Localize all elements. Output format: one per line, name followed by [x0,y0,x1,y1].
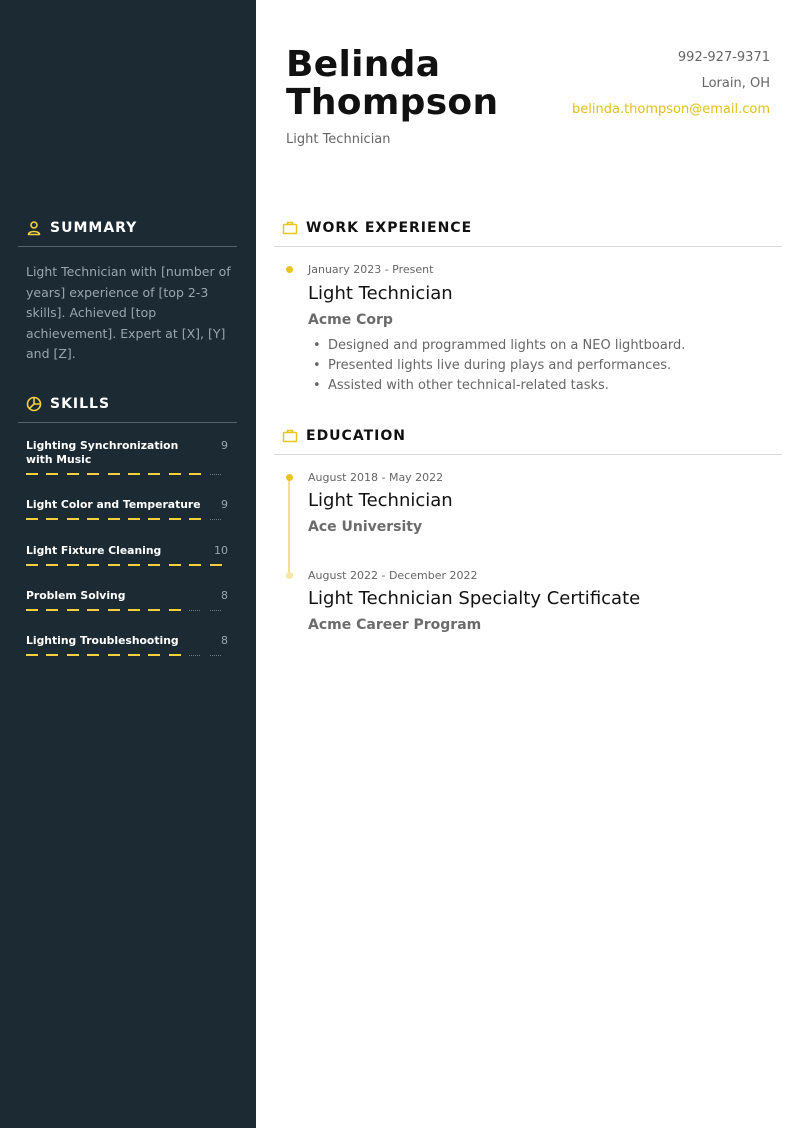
skill-level-filled-segment [67,473,79,475]
phone: 992-927-9371 [677,50,770,65]
skill-level-filled-segment [169,654,181,656]
briefcase-icon [282,220,298,236]
skill-level-filled-segment [26,609,38,611]
skill-level-filled-segment [169,564,181,566]
location: Lorain, OH [701,76,770,91]
skill-level-filled-segment [148,654,160,656]
skill-score: 8 [221,634,228,647]
skill-level-filled-segment [67,654,79,656]
education-degree: Light Technician [308,490,453,511]
skill-level-filled-segment [189,518,201,520]
summary-heading [26,220,137,236]
skill-level-bar [26,654,230,657]
skill-level-filled-segment [87,609,99,611]
skill-level-filled-segment [108,564,120,566]
skill-level-filled-segment [169,473,181,475]
skill-level-empty-segment [210,474,222,475]
skill-score: 8 [221,589,228,602]
main-content [256,0,800,1128]
skill-name: Light Fixture Cleaning [26,544,162,557]
skill-level-empty-segment [210,655,222,656]
first-name: Belinda [286,44,441,85]
skill-level-filled-segment [210,564,222,566]
skill-level-bar [26,609,230,612]
skill-item [26,498,230,521]
education-title: EDUCATION [306,428,406,444]
skill-level-filled-segment [128,609,140,611]
skill-level-filled-segment [26,564,38,566]
education-school: Ace University [308,519,423,535]
skill-level-filled-segment [148,473,160,475]
skill-level-filled-segment [148,518,160,520]
skill-level-filled-segment [87,654,99,656]
skill-level-filled-segment [67,609,79,611]
work-heading [282,220,472,236]
skill-level-filled-segment [148,609,160,611]
skill-level-filled-segment [128,564,140,566]
skill-level-empty-segment [189,655,201,656]
skill-level-filled-segment [87,473,99,475]
skill-level-filled-segment [26,473,38,475]
briefcase-icon [282,428,298,444]
skill-level-empty-segment [210,519,222,520]
skill-level-filled-segment [189,473,201,475]
skill-level-filled-segment [46,609,58,611]
skill-level-filled-segment [128,473,140,475]
skill-level-filled-segment [128,654,140,656]
email-link[interactable]: belinda.thompson@email.com [572,102,770,117]
timeline-dot [286,572,293,579]
skill-item [26,589,230,612]
skill-item [26,439,230,476]
skill-item [26,634,230,657]
skill-level-empty-segment [210,610,222,611]
summary-divider [18,246,237,247]
skill-level-filled-segment [169,518,181,520]
work-company: Acme Corp [308,312,393,328]
sidebar [0,0,256,1128]
skill-level-empty-segment [189,610,201,611]
list-item: • Designed and programmed lights on a NEO lightboard. [308,336,685,356]
timeline-dot [286,474,293,481]
list-item: • Assisted with other technical-related tasks. [308,376,685,396]
skill-level-filled-segment [46,654,58,656]
skills-heading [26,396,110,412]
skill-name: Light Color and Temperature [26,498,201,511]
work-divider [274,246,782,247]
work-title: WORK EXPERIENCE [306,220,473,236]
person-icon [26,220,42,236]
skill-name: Lighting Synchronization with Music [26,439,179,466]
job-title: Light Technician [286,132,391,147]
skill-level-filled-segment [148,564,160,566]
skill-name: Lighting Troubleshooting [26,634,179,647]
last-name: Thompson [286,82,499,123]
skill-item [26,544,230,567]
skill-level-filled-segment [87,564,99,566]
skill-level-filled-segment [87,518,99,520]
education-school: Acme Career Program [308,617,482,633]
skills-title: SKILLS [50,396,111,412]
summary-title: SUMMARY [50,220,138,236]
education-divider [274,454,782,455]
skill-score: 10 [214,544,228,557]
skill-level-filled-segment [26,518,38,520]
skill-level-filled-segment [67,518,79,520]
work-bullets [308,336,685,396]
skill-level-bar [26,564,230,567]
summary-text: Light Technician with [number of years] experience of [top 2-3 skills]. Achieved [top achievement]. Expert at [X], [Y] and [Z]. [26,264,231,361]
skill-level-filled-segment [108,518,120,520]
skill-level-bar [26,473,230,476]
skill-level-filled-segment [67,564,79,566]
skill-level-filled-segment [46,564,58,566]
skills-divider [18,422,237,423]
skill-name: Problem Solving [26,589,126,602]
skill-level-filled-segment [46,473,58,475]
education-date: August 2018 - May 2022 [308,471,444,484]
candidate-name [286,46,498,122]
skill-level-filled-segment [108,609,120,611]
skill-score: 9 [221,439,228,452]
list-item: • Presented lights live during plays and performances. [308,356,685,376]
skill-level-filled-segment [108,654,120,656]
skill-score: 9 [221,498,228,511]
work-job-title: Light Technician [308,283,453,304]
skill-level-filled-segment [46,518,58,520]
pie-chart-icon [26,396,42,412]
education-degree: Light Technician Specialty Certificate [308,588,641,609]
timeline-line [288,480,290,576]
skill-level-bar [26,518,230,521]
work-date: January 2023 - Present [308,263,434,276]
education-date: August 2022 - December 2022 [308,569,478,582]
skill-level-filled-segment [189,564,201,566]
education-heading [282,428,406,444]
skill-level-filled-segment [128,518,140,520]
skill-level-filled-segment [108,473,120,475]
timeline-dot [286,266,293,273]
skill-level-filled-segment [169,609,181,611]
skill-level-filled-segment [26,654,38,656]
